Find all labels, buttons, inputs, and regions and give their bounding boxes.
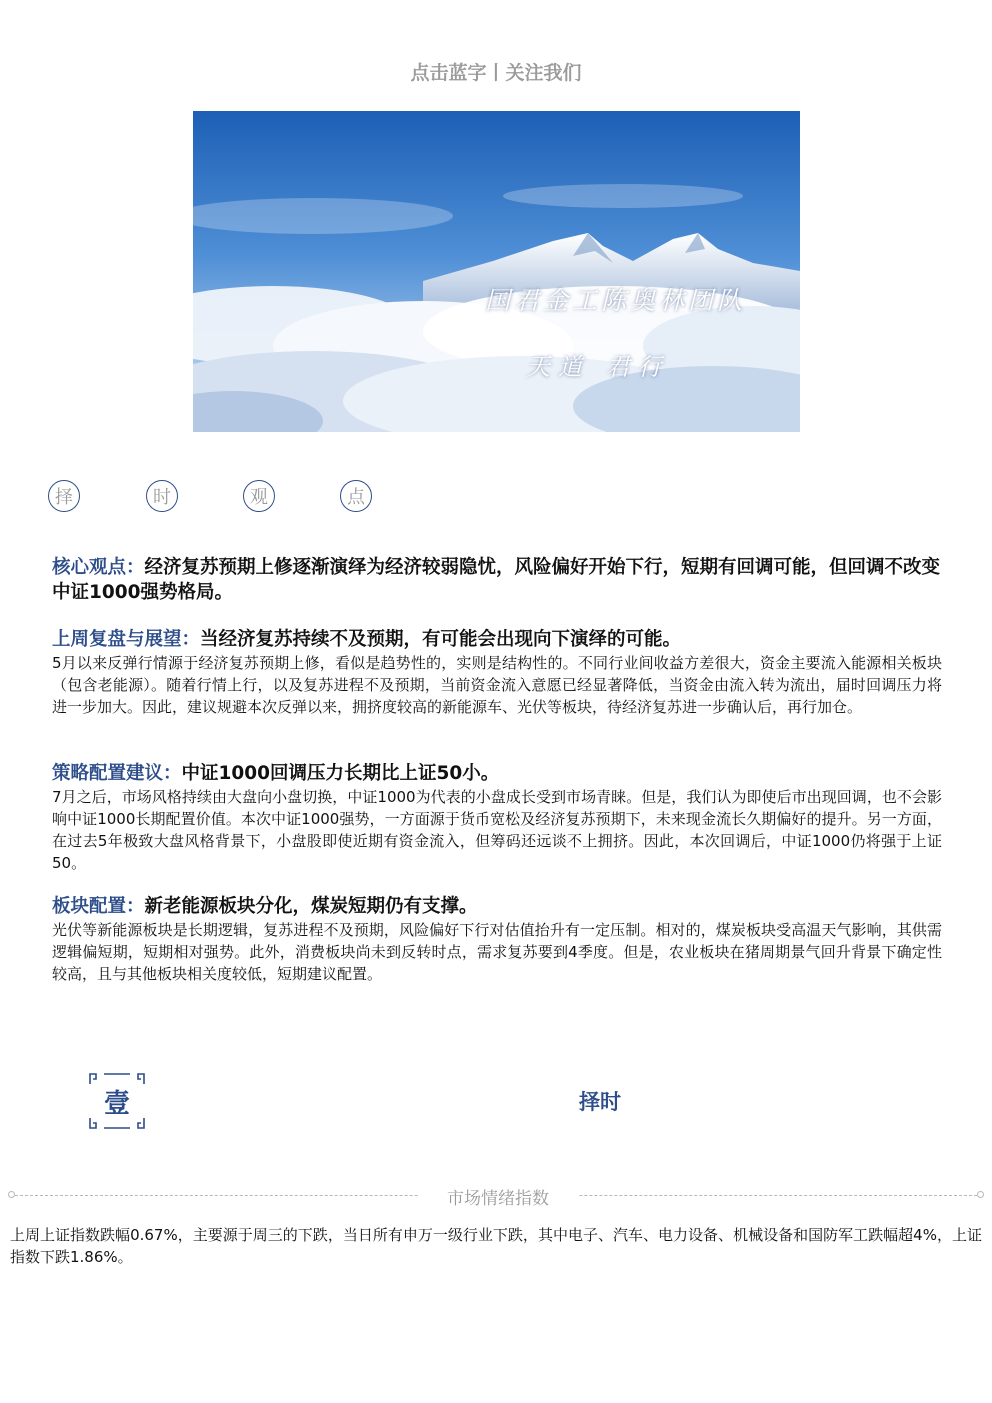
title-circle-4: 点 <box>340 480 372 512</box>
sector-heading <box>52 894 942 919</box>
market-body: 上周上证指数跌幅0.67%，主要源于周三的下跌，当日所有申万一级行业下跌，其中电子、汽车、电力设备、机械设备和国防军工跌幅超4%，上证指数下跌1.86%。 <box>10 1226 982 1266</box>
banner-motto: 天道 君行 <box>526 353 670 381</box>
strategy-label: 策略配置建议： <box>52 763 182 784</box>
core-view-heading <box>52 555 942 605</box>
review-body: 5月以来反弹行情源于经济复苏预期上修，看似是趋势性的，实则是结构性的。不同行业间收益方差很大，资金主要流入能源相关板块（包含老能源）。随着行情上行，以及复苏进程不及预期，当前资金流入意愿已经显著降低，当资金由流入转为流出，届时回调压力将进一步加大。因此，建议规避本次反弹以来，拥挤度较高的新能源车、光伏等板块，待经济复苏进一步确认后，再行加仓。 <box>52 654 942 716</box>
strategy-headline: 中证1000回调压力长期比上证50小。 <box>181 763 500 784</box>
title-circle-2: 时 <box>146 480 178 512</box>
part-one-emblem <box>88 1070 146 1132</box>
banner-landscape <box>193 111 800 432</box>
sector-headline: 新老能源板块分化，煤炭短期仍有支撑。 <box>144 896 478 917</box>
core-view-label: 核心观点： <box>52 557 145 578</box>
banner-image <box>193 111 800 432</box>
market-sentiment-divider <box>8 1184 984 1214</box>
banner-team-name: 国君金工陈奥林团队 <box>485 286 747 315</box>
part-one-title: 择时 <box>579 1090 621 1114</box>
divider-dot-right <box>977 1191 984 1198</box>
sector-label: 板块配置： <box>52 896 145 917</box>
core-view-text: 经济复苏预期上修逐渐演绎为经济较弱隐忧，风险偏好开始下行，短期有回调可能，但回调不改变中证1000强势格局。 <box>52 557 941 603</box>
sector-body: 光伏等新能源板块是长期逻辑，复苏进程不及预期，风险偏好下行对估值抬升有一定压制。相对的，煤炭板块受高温天气影响，其供需逻辑偏短期，短期相对强势。此外，消费板块尚未到反转时点，需求复苏要到4季度。但是，农业板块在猪周期景气回升背景下确定性较高，且与其他板块相关度较低，短期建议配置。 <box>52 921 942 983</box>
follow-prompt[interactable]: 点击蓝字丨关注我们 <box>410 62 582 84</box>
review-headline: 当经济复苏持续不及预期，有可能会出现向下演绎的可能。 <box>200 629 682 650</box>
title-circle-1: 择 <box>48 480 80 512</box>
market-sentiment-title: 市场情绪指数 <box>418 1184 578 1209</box>
title-circle-3: 观 <box>243 480 275 512</box>
strategy-body: 7月之后，市场风格持续由大盘向小盘切换，中证1000为代表的小盘成长受到市场青睐。但是，我们认为即使后市出现回调，也不会影响中证1000长期配置价值。本次中证1000强势，一方面源于货币宽松及经济复苏预期下，未来现金流长久期偏好的提升。另一方面，在过去5年极致大盘风格背景下，小盘股即使近期有资金流入，但筹码还远谈不上拥挤。因此，本次回调后，中证1000仍将强于上证50。 <box>52 788 942 872</box>
review-label: 上周复盘与展望： <box>52 629 201 650</box>
part-one-numeral: 壹 <box>103 1089 130 1119</box>
strategy-heading <box>52 761 942 786</box>
divider-dot-left <box>8 1191 15 1198</box>
review-heading <box>52 627 942 652</box>
